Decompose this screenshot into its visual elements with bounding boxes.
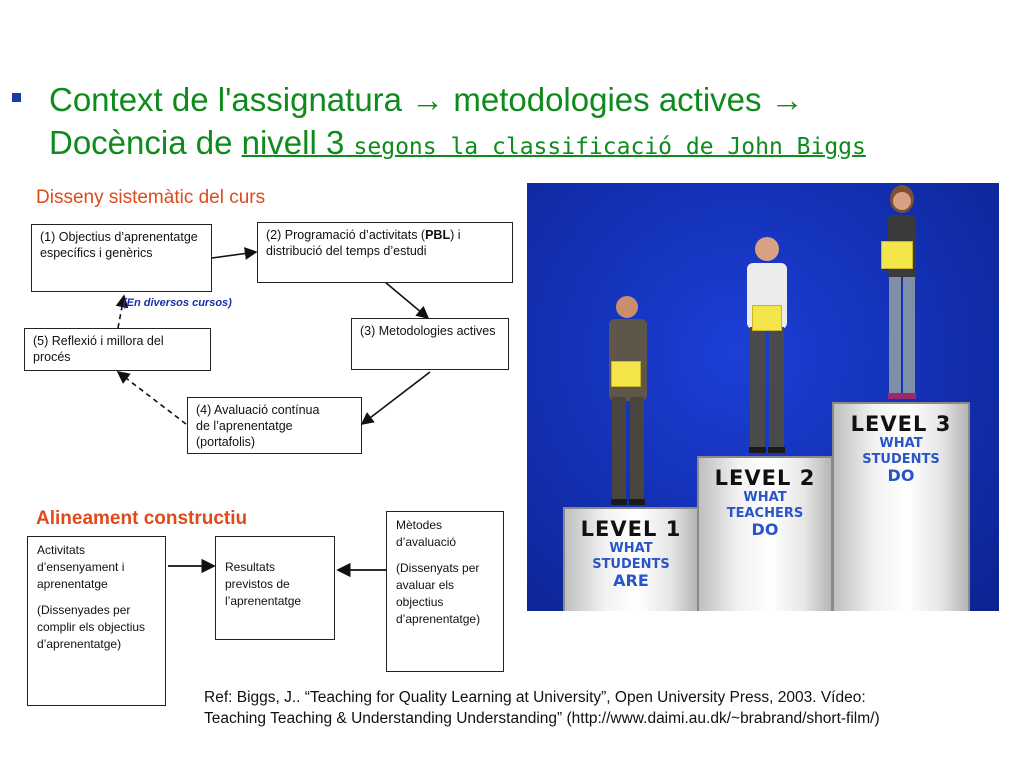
arrow-4-5 (118, 372, 186, 424)
pedestal-level-1: LEVEL 1 WHAT STUDENTS ARE (563, 507, 699, 611)
note-various-courses: (En diversos cursos) (123, 297, 232, 309)
box-programming: (2) Programació d’activitats (PBL) i distribució del temps d’estudi (257, 222, 513, 283)
person-level-1 (593, 293, 663, 509)
box-assessment-methods: Mètodes d’avaluació (Dissenyats per avaluar els objectius d’aprenentatge) (386, 511, 504, 672)
sign-level-1 (611, 361, 641, 387)
arrow-icon: → (411, 81, 445, 118)
title-text-1: Context de l'assignatura (49, 81, 403, 118)
title-text-3: Docència de (49, 124, 233, 161)
sign-level-3 (881, 241, 913, 269)
reference-text: Ref: Biggs, J.. “Teaching for Quality Learning at University”, Open University Press, 2003. Vídeo: Teaching Teaching & Understanding Understanding” (http://www.daimi.au.dk/~brabrand/short-film/) (204, 689, 880, 727)
box-learning-outcomes: Resultats previstos de l’aprenentatge (215, 536, 335, 640)
sign-level-2 (752, 305, 782, 331)
person-level-2 (731, 235, 803, 457)
alignment-heading: Alineament constructiu (36, 508, 248, 529)
box-activities: Activitats d’ensenyament i aprenentatge (Dissenyades per complir els objectius d’aprenentatge) (27, 536, 166, 706)
design-heading: Disseny sistemàtic del curs (36, 187, 266, 208)
box-assessment: (4) Avaluació contínua de l’aprenentatge (portafolis) (187, 397, 362, 454)
title-underlined: nivell 3 segons la classificació de John Biggs (241, 124, 866, 161)
arrow-2-3 (385, 282, 428, 318)
arrow-3-4 (362, 372, 430, 424)
box-reflection: (5) Reflexió i millora del procés (24, 328, 211, 371)
person-level-3 (872, 183, 932, 405)
pedestal-level-3: LEVEL 3 WHAT STUDENTS DO (832, 402, 970, 611)
box-methodologies: (3) Metodologies actives (351, 318, 509, 370)
biggs-levels-image (527, 183, 999, 611)
box-objectives: (1) Objectius d’aprenentatge específics i genèrics (31, 224, 212, 292)
arrow-icon: → (770, 81, 804, 118)
pedestal-level-2: LEVEL 2 WHAT TEACHERS DO (697, 456, 833, 611)
title-text-2: metodologies actives (453, 81, 762, 118)
arrow-1-2 (212, 252, 256, 258)
